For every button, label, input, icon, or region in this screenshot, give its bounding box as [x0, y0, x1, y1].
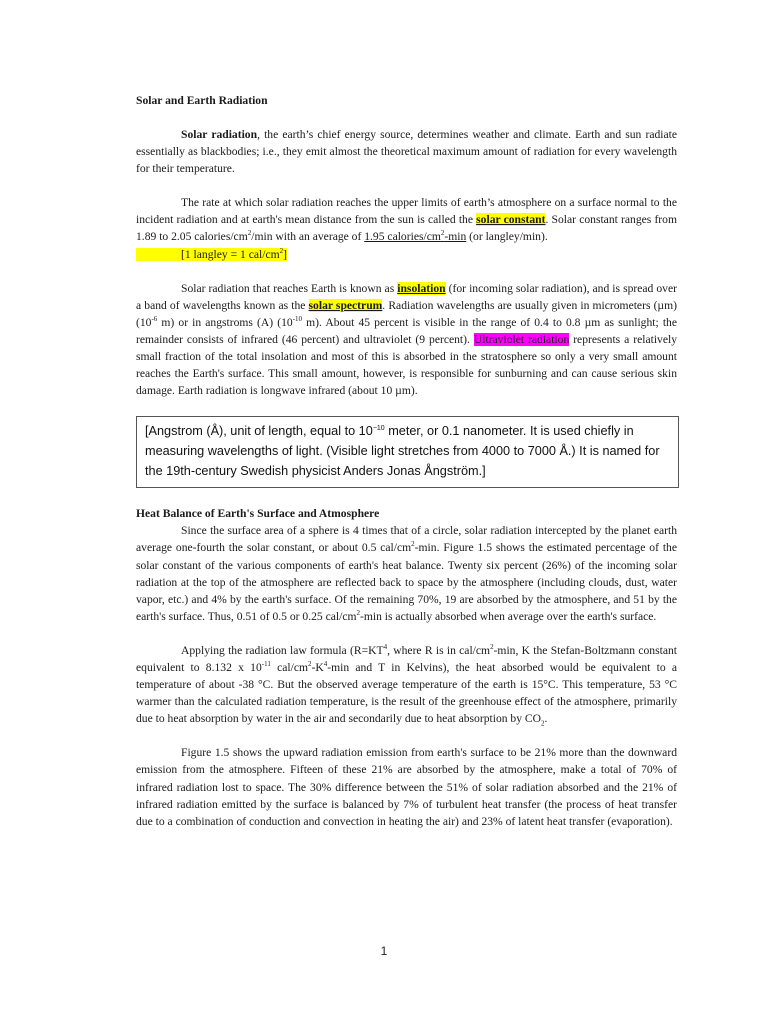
paragraph-heat-balance: Since the surface area of a sphere is 4 times that of a circle, solar radiation intercepted by the planet earth average one-fourth the solar constant, or about 0.5 cal/$cm^2-\min$. Figure 1.5 shows the estimated percentage of the solar constant of the various components of earth's heat balance. Twenty six percent (26%) of the incoming solar radiation at the top of the atmosphere are reflected back to space by the atmosphere (including clouds, dust, water vapor, etc.) and 4% by the earth's surface. Of the remaining 70%, 19 are absorbed by the atmosphere, and 51 by the earth's surface. Thus, 0.51 of 0.5 or 0.25 cal/$cm^2-\min$ is actually absorbed when average over the earth's surface.	[136, 524, 677, 623]
paragraph-emission: Figure 1.5 shows the upward radiation emission from earth's surface to be 21% more than the downward emission from the atmosphere. Fifteen of these 21% are absorbed by the atmosphere, make a total of 70% of infrared radiation lost to space. The 30% difference between the 51% of solar radiation absorbed and the 21% of infrared radiation emitted by the surface is balanced by 7% of turbulent heat transfer (the process of heat transfer due to a combination of conduction and convection in heating the air) and 23% of latent heat transfer (evaporation).	[136, 746, 677, 828]
paragraph-radiation-law: Applying the radiation law formula ($R=KT^4$, where R is in cal/$cm^2-\min$, K the Stefan-Boltzmann constant equivalent to 8.132 x $10^{-11}$ cal/$cm^2-K^4-\min$ and T in Kelvins), the heat absorbed would be equivalent to a temperature of about -38 °C. But the observed average temperature of the earth is 15°C. This temperature, 53 °C warmer than the calculated radiation temperature, is the result of the greenhouse effect of the atmosphere, primarily due to heat absorption by water in the air and secondarily due to heat absorption by $CO_2$.	[136, 643, 677, 728]
underlined-average: 1.95 calories/$cm^2-\min$	[364, 229, 467, 244]
highlight-solar-spectrum: solar spectrum	[308, 298, 383, 312]
highlight-insolation: insolation	[397, 281, 446, 295]
page-number: 1	[380, 944, 388, 958]
bold-term: Solar radiation	[181, 128, 258, 141]
highlight-solar-constant: solar constant	[476, 213, 546, 227]
angstrom-note-box: [Angstrom (Å), unit of length, equal to $10^{-10}$ meter, or 0.1 nanometer. It is used chiefly in measuring wavelengths of light. (Visible light stretches from 4000 to 7000 Å.) It is named for the 19th-century Swedish physicist Anders Jonas Ångström.]	[136, 416, 679, 488]
section-title: Solar and Earth Radiation	[136, 94, 268, 107]
paragraph-solar-radiation: Solar radiation, the earth’s chief energy source, determines weather and climate. Earth and sun radiate essentially as blackbodies; i.e., they emit almost the theoretical maximum amount of radiation for every wavelength for their temperature.	[136, 128, 677, 176]
heat-balance-heading: Heat Balance of Earth's Surface and Atmosphere	[136, 507, 380, 521]
paragraph-insolation: Solar radiation that reaches Earth is known as insolation (for incoming solar radiation), and is spread over a band of wavelengths known as the solar spectrum. Radiation wavelengths are usually given in micrometers (µm) ($10^{-6}$ m) or in angstroms (A) ($10^{-10}$ m). About 45 percent is visible in the range of 0.4 to 0.8 µm as sunlight; the remainder consists of infrared (46 percent) and ultraviolet (9 percent). Ultraviolet radiation represents a relatively small fraction of the total insolation and most of this is absorbed in the stratosphere so only a very small amount reaches the Earth's surface. This small amount, however, is responsible for sunburning and can cause serious skin damage. Earth radiation is longwave infrared (about 10 µm).	[136, 281, 678, 398]
paragraph-solar-constant: The rate at which solar radiation reaches the upper limits of earth’s atmosphere on a surface normal to the incident radiation and at earth's mean distance from the sun is called the solar constant. Solar constant ranges from 1.89 to 2.05 calories/$cm^2/\min$ with an average of 1.95 calories/$cm^2-\min$ (or langley/min).	[136, 196, 677, 244]
highlight-ultraviolet-radiation: Ultraviolet radiation	[473, 332, 570, 346]
langley-definition: [1 langley = 1 cal/$cm^2$]	[136, 246, 677, 263]
page-body	[136, 92, 677, 830]
